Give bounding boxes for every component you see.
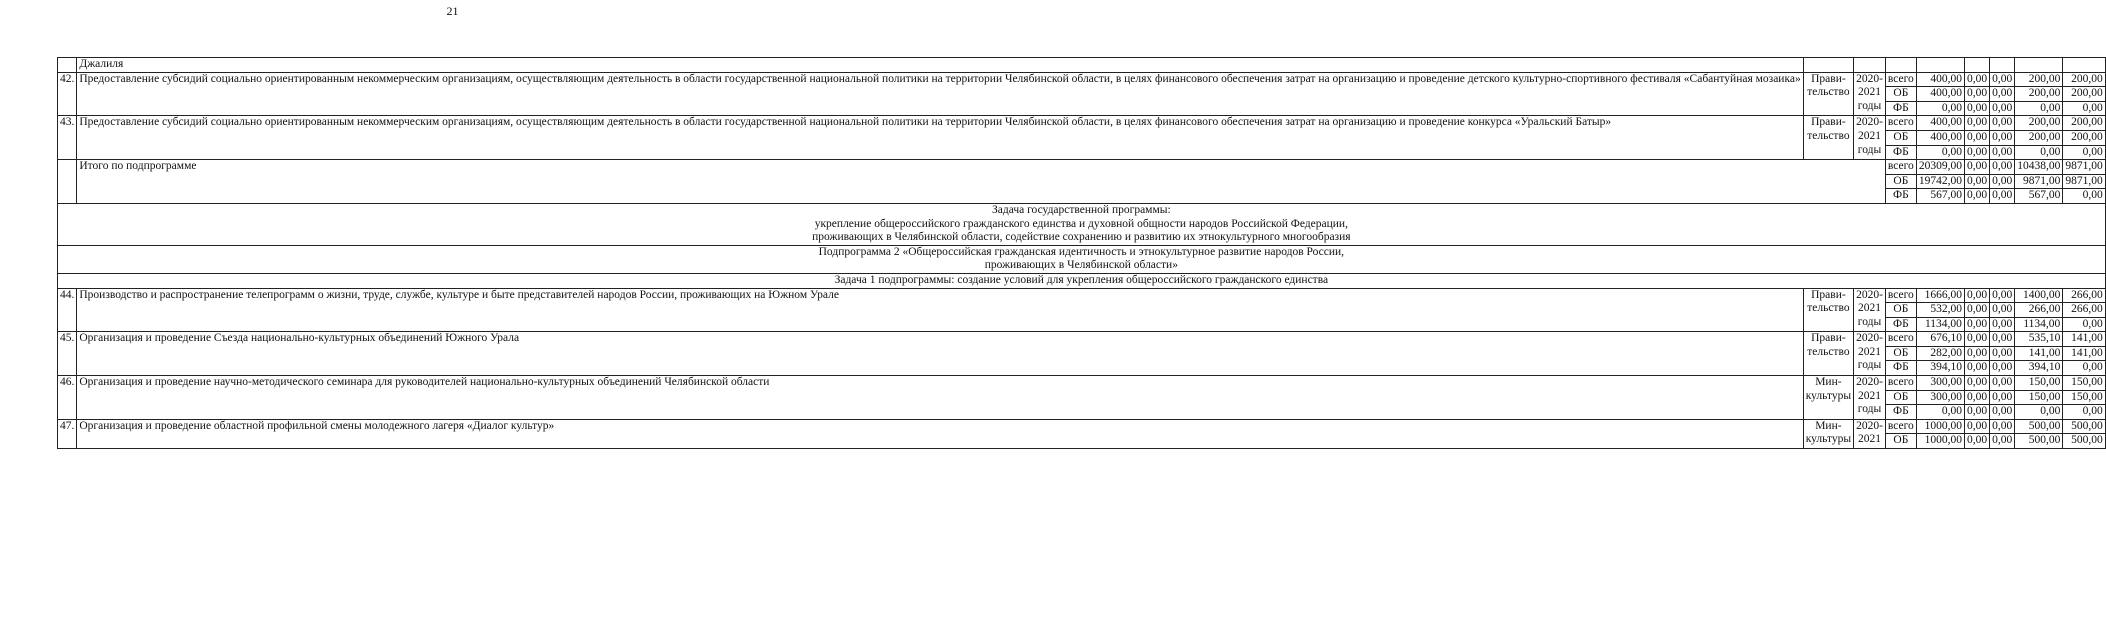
amount-cell-4: 200,00 [2015, 116, 2063, 131]
amount-cell-1: 1000,00 [1916, 419, 1964, 434]
funding-source: ФБ [1885, 189, 1916, 204]
state-task-line3: проживающих в Челябинской области, содействие сохранению и развитию их этнокультурного многообразия [812, 231, 1351, 244]
item-period-line: 2021 [1857, 433, 1881, 446]
amount-cell-3: 0,00 [1990, 87, 2015, 102]
item-executor-line: тельство [1807, 86, 1850, 99]
funding-source: всего [1885, 116, 1916, 131]
item-period-line: 2020- [1856, 419, 1883, 432]
item-executor [1803, 288, 1853, 332]
amount-cell-1: 300,00 [1916, 376, 1964, 391]
item-executor [1803, 332, 1853, 376]
item-executor-line: тельство [1807, 345, 1850, 358]
amount-cell-3: 0,00 [1990, 346, 2015, 361]
amount-cell-4: 1134,00 [2015, 317, 2063, 332]
amount-cell-3: 0,00 [1990, 303, 2015, 318]
amount-cell-3: 0,00 [1990, 361, 2015, 376]
item-row [58, 376, 2106, 391]
amount-cell-2: 0,00 [1964, 160, 1989, 175]
amount-cell-2: 0,00 [1964, 174, 1989, 189]
amount-cell-5: 0,00 [2063, 101, 2105, 116]
amount-cell-2: 0,00 [1964, 405, 1989, 420]
amount-cell-5: 200,00 [2063, 130, 2105, 145]
item-period-line: 2020- [1856, 288, 1883, 301]
amount-cell-1: 676,10 [1916, 332, 1964, 347]
item-row [58, 419, 2106, 434]
item-executor-line: Прави- [1811, 332, 1846, 345]
state-task-row [58, 203, 2106, 245]
carry-over-row [58, 58, 2106, 73]
item-number: 46. [58, 376, 77, 420]
item-period [1854, 116, 1886, 160]
funding-source: ОБ [1885, 390, 1916, 405]
amount-cell-3: 0,00 [1990, 390, 2015, 405]
amount-cell-1: 0,00 [1916, 145, 1964, 160]
funding-source: всего [1885, 288, 1916, 303]
item-executor-line: Мин- [1815, 376, 1842, 389]
item-description: Предоставление субсидий социально ориентированным некоммерческим организациям, осуществляющим деятельность в области государственной национальной политики на территории Челябинской области, в целях финансового обеспечения затрат на организацию и проведение детского культурно-спортивного фестиваля «Сабантуйная мозаика» [77, 72, 1803, 116]
funding-source: всего [1885, 160, 1916, 175]
amount-cell-1: 1666,00 [1916, 288, 1964, 303]
amount-cell-4: 0,00 [2015, 101, 2063, 116]
items-block-2 [58, 288, 2106, 449]
amount-cell-5: 266,00 [2063, 303, 2105, 318]
amount-cell-4: 567,00 [2015, 189, 2063, 204]
funding-source: всего [1885, 419, 1916, 434]
subprogram-line1: Подпрограмма 2 «Общероссийская гражданская идентичность и этнокультурное развитие народов России, [818, 245, 1345, 258]
item-period-line: 2021 [1857, 345, 1881, 358]
state-task-cell [58, 203, 2106, 245]
amount-cell-3: 0,00 [1990, 419, 2015, 434]
subtotal-label: Итого по подпрограмме [77, 160, 1886, 204]
carry-over-text: Джалиля [77, 58, 1803, 73]
amount-cell-4: 266,00 [2015, 303, 2063, 318]
item-period-line: 2020- [1856, 332, 1883, 345]
item-period [1854, 419, 1886, 448]
funding-source: ФБ [1885, 405, 1916, 420]
funding-source: ОБ [1885, 87, 1916, 102]
amount-cell-5: 150,00 [2063, 376, 2105, 391]
amount-cell-3: 0,00 [1990, 332, 2015, 347]
amount-cell-1: 0,00 [1916, 101, 1964, 116]
amount-cell-4: 200,00 [2015, 87, 2063, 102]
amount-cell-2: 0,00 [1964, 346, 1989, 361]
amount-cell-1: 400,00 [1916, 130, 1964, 145]
funding-source: ОБ [1885, 174, 1916, 189]
amount-cell-5: 141,00 [2063, 332, 2105, 347]
item-number: 43. [58, 116, 77, 160]
amount-cell-2: 0,00 [1964, 288, 1989, 303]
item-period-line: 2020- [1856, 376, 1883, 389]
item-executor-line: культуры [1805, 389, 1852, 402]
item-number: 45. [58, 332, 77, 376]
amount-cell-5: 0,00 [2063, 189, 2105, 204]
amount-cell-4: 535,10 [2015, 332, 2063, 347]
amount-cell-2: 0,00 [1964, 376, 1989, 391]
item-period [1854, 332, 1886, 376]
funding-source: ФБ [1885, 101, 1916, 116]
budget-table [57, 57, 2106, 449]
funding-source: всего [1885, 376, 1916, 391]
amount-cell-4: 0,00 [2015, 405, 2063, 420]
item-row [58, 72, 2106, 87]
amount-cell-2: 0,00 [1964, 361, 1989, 376]
amount-cell-4: 141,00 [2015, 346, 2063, 361]
amount-cell-5: 150,00 [2063, 390, 2105, 405]
item-description: Производство и распространение телепрограмм о жизни, труде, службе, культуре и быте представителей народов России, проживающих на Южном Урале [77, 288, 1803, 332]
item-number: 42. [58, 72, 77, 116]
state-task-line1: Задача государственной программы: [992, 203, 1171, 216]
amount-cell-2: 0,00 [1964, 130, 1989, 145]
amount-cell-5: 0,00 [2063, 317, 2105, 332]
amount-cell-3: 0,00 [1990, 116, 2015, 131]
amount-cell-4: 200,00 [2015, 72, 2063, 87]
amount-cell-4: 1400,00 [2015, 288, 2063, 303]
item-period-line: годы [1857, 143, 1882, 156]
item-number: 44. [58, 288, 77, 332]
amount-cell-4: 200,00 [2015, 130, 2063, 145]
funding-source: всего [1885, 332, 1916, 347]
item-period [1854, 288, 1886, 332]
amount-cell-5: 266,00 [2063, 288, 2105, 303]
item-executor-line: культуры [1805, 433, 1852, 446]
item-period-line: 2021 [1857, 86, 1881, 99]
amount-cell-4: 150,00 [2015, 390, 2063, 405]
amount-cell-2: 0,00 [1964, 87, 1989, 102]
amount-cell-3: 0,00 [1990, 405, 2015, 420]
amount-cell-4: 150,00 [2015, 376, 2063, 391]
amount-cell-1: 400,00 [1916, 72, 1964, 87]
amount-cell-1: 282,00 [1916, 346, 1964, 361]
item-number: 47. [58, 419, 77, 448]
amount-cell-2: 0,00 [1964, 390, 1989, 405]
subtotal-number [58, 160, 77, 204]
funding-source: ФБ [1885, 361, 1916, 376]
amount-cell-1: 19742,00 [1916, 174, 1964, 189]
item-description: Организация и проведение областной профильной смены молодежного лагеря «Диалог культур» [77, 419, 1803, 448]
page-number: 21 [446, 4, 459, 18]
item-row [58, 288, 2106, 303]
amount-cell-5: 141,00 [2063, 346, 2105, 361]
amount-cell-2: 0,00 [1964, 317, 1989, 332]
amount-cell-5: 500,00 [2063, 419, 2105, 434]
item-executor [1803, 419, 1853, 448]
item-period [1854, 376, 1886, 420]
item-period [1854, 72, 1886, 116]
subprogram-cell [58, 245, 2106, 273]
amount-cell-1: 20309,00 [1916, 160, 1964, 175]
amount-cell-1: 532,00 [1916, 303, 1964, 318]
item-executor-line: Прави- [1811, 288, 1846, 301]
amount-cell-3: 0,00 [1990, 174, 2015, 189]
funding-source: всего [1885, 72, 1916, 87]
item-executor-line: Прави- [1811, 116, 1846, 129]
amount-cell-2: 0,00 [1964, 72, 1989, 87]
amount-cell-2: 0,00 [1964, 145, 1989, 160]
subprogram-line2: проживающих в Челябинской области» [984, 259, 1178, 272]
item-executor [1803, 376, 1853, 420]
amount-cell-1: 394,10 [1916, 361, 1964, 376]
amount-cell-5: 200,00 [2063, 72, 2105, 87]
amount-cell-5: 0,00 [2063, 405, 2105, 420]
item-executor-line: Прави- [1811, 72, 1846, 85]
amount-cell-4: 9871,00 [2015, 174, 2063, 189]
amount-cell-4: 500,00 [2015, 419, 2063, 434]
item-executor [1803, 72, 1853, 116]
amount-cell-2: 0,00 [1964, 419, 1989, 434]
amount-cell-1: 400,00 [1916, 87, 1964, 102]
amount-cell-1: 0,00 [1916, 405, 1964, 420]
item-period-line: 2021 [1857, 129, 1881, 142]
amount-cell-1: 400,00 [1916, 116, 1964, 131]
item-description: Организация и проведение научно-методического семинара для руководителей национально-культурных объединений Челябинской области [77, 376, 1803, 420]
subprogram-row [58, 245, 2106, 273]
funding-source: ОБ [1885, 130, 1916, 145]
amount-cell-1: 567,00 [1916, 189, 1964, 204]
amount-cell-2: 0,00 [1964, 101, 1989, 116]
amount-cell-3: 0,00 [1990, 160, 2015, 175]
amount-cell-4: 394,10 [2015, 361, 2063, 376]
item-row [58, 116, 2106, 131]
amount-cell-3: 0,00 [1990, 376, 2015, 391]
item-executor-line: тельство [1807, 302, 1850, 315]
item-period-line: годы [1857, 403, 1882, 416]
item-period-line: годы [1857, 99, 1882, 112]
amount-cell-4: 500,00 [2015, 434, 2063, 449]
amount-cell-5: 200,00 [2063, 87, 2105, 102]
amount-cell-5: 500,00 [2063, 434, 2105, 449]
amount-cell-2: 0,00 [1964, 189, 1989, 204]
funding-source: ОБ [1885, 434, 1916, 449]
item-period-line: 2021 [1857, 302, 1881, 315]
funding-source: ФБ [1885, 145, 1916, 160]
amount-cell-5: 9871,00 [2063, 160, 2105, 175]
amount-cell-5: 9871,00 [2063, 174, 2105, 189]
amount-cell-2: 0,00 [1964, 434, 1989, 449]
amount-cell-4: 10438,00 [2015, 160, 2063, 175]
amount-cell-2: 0,00 [1964, 303, 1989, 318]
amount-cell-5: 200,00 [2063, 116, 2105, 131]
subtotal-block [58, 160, 2106, 204]
item-executor-line: тельство [1807, 129, 1850, 142]
subtotal-row [58, 160, 2106, 175]
amount-cell-3: 0,00 [1990, 317, 2015, 332]
item-description: Организация и проведение Съезда национально-культурных объединений Южного Урала [77, 332, 1803, 376]
amount-cell-5: 0,00 [2063, 361, 2105, 376]
item-period-line: годы [1857, 359, 1882, 372]
amount-cell-1: 1134,00 [1916, 317, 1964, 332]
item-period-line: 2020- [1856, 116, 1883, 129]
item-description: Предоставление субсидий социально ориентированным некоммерческим организациям, осуществляющим деятельность в области государственной национальной политики на территории Челябинской области, в целях финансового обеспечения затрат на организацию и проведение конкурса «Уральский Батыр» [77, 116, 1803, 160]
amount-cell-3: 0,00 [1990, 130, 2015, 145]
item-row [58, 332, 2106, 347]
items-block-1 [58, 72, 2106, 160]
amount-cell-3: 0,00 [1990, 145, 2015, 160]
amount-cell-1: 300,00 [1916, 390, 1964, 405]
item-period-line: годы [1857, 315, 1882, 328]
subtask-row [58, 273, 2106, 288]
amount-cell-4: 0,00 [2015, 145, 2063, 160]
amount-cell-3: 0,00 [1990, 288, 2015, 303]
amount-cell-3: 0,00 [1990, 189, 2015, 204]
item-period-line: 2020- [1856, 72, 1883, 85]
amount-cell-2: 0,00 [1964, 332, 1989, 347]
amount-cell-3: 0,00 [1990, 72, 2015, 87]
item-executor [1803, 116, 1853, 160]
amount-cell-3: 0,00 [1990, 434, 2015, 449]
state-task-line2: укрепление общероссийского гражданского единства и духовной общности народов Российской Федерации, [814, 217, 1348, 230]
subtask-cell: Задача 1 подпрограммы: создание условий для укрепления общероссийского гражданского единства [58, 273, 2106, 288]
amount-cell-3: 0,00 [1990, 101, 2015, 116]
amount-cell-2: 0,00 [1964, 116, 1989, 131]
item-executor-line: Мин- [1815, 419, 1842, 432]
item-period-line: 2021 [1857, 389, 1881, 402]
amount-cell-5: 0,00 [2063, 145, 2105, 160]
amount-cell-1: 1000,00 [1916, 434, 1964, 449]
funding-source: ОБ [1885, 346, 1916, 361]
funding-source: ОБ [1885, 303, 1916, 318]
funding-source: ФБ [1885, 317, 1916, 332]
